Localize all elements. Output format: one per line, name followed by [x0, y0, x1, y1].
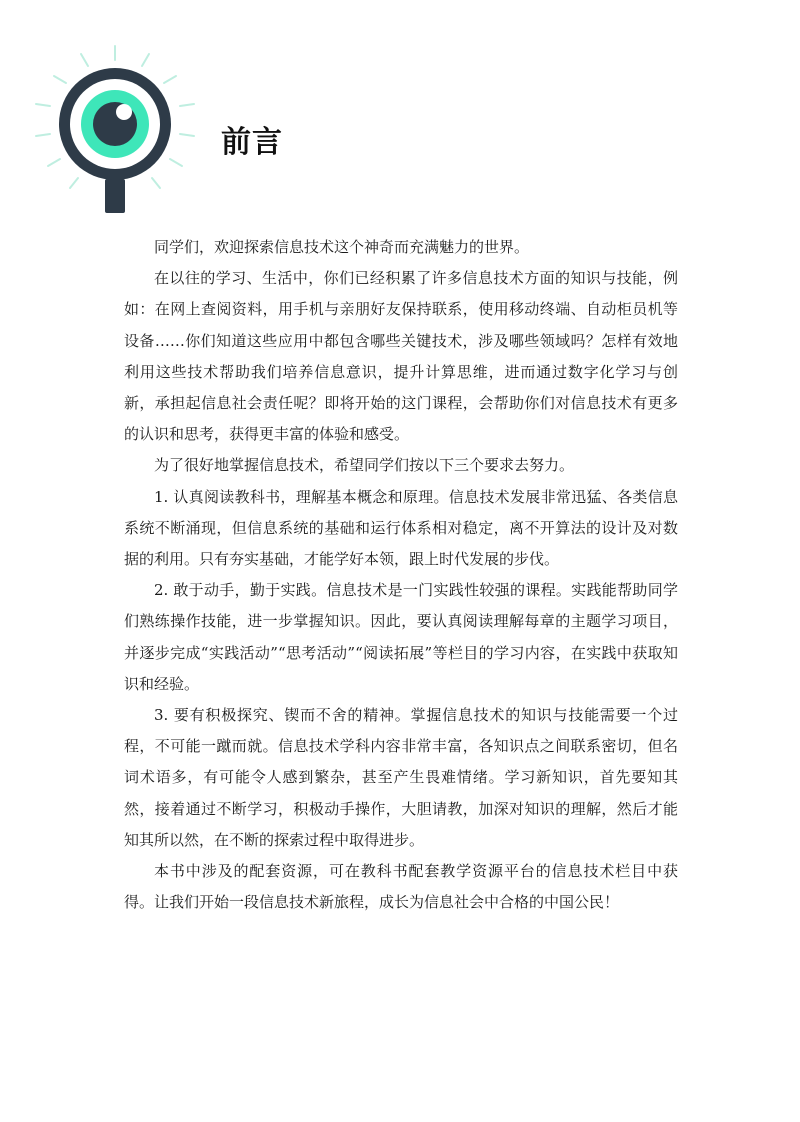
- paragraph-requirement-1: 1. 认真阅读教科书，理解基本概念和原理。信息技术发展非常迅猛、各类信息系统不断涌现，但信息系统的基础和运行体系相对稳定，离不开算法的设计及对数据的利用。只有夯实基础，才能学好本领，跟上时代发展的步伐。: [124, 487, 678, 569]
- magnifier-eye-icon: [30, 42, 200, 220]
- paragraph-intro: 在以往的学习、生活中，你们已经积累了许多信息技术方面的知识与技能，例如：在网上查阅资料，用手机与亲朋好友保持联系，使用移动终端、自动柜员机等设备……你们知道这些应用中都包含哪些关键技术，涉及哪些领域吗？怎样有效地利用这些技术帮助我们培养信息意识，提升计算思维，进而通过数字化学习与创新，承担起信息社会责任呢？即将开始的这门课程，会帮助你们对信息技术有更多的认识和思考，获得更丰富的体验和感受。: [124, 269, 678, 444]
- paragraph-requirements: 为了很好地掌握信息技术，希望同学们按以下三个要求去努力。: [154, 456, 575, 475]
- paragraph-greeting: 同学们，欢迎探索信息技术这个神奇而充满魅力的世界。: [154, 238, 530, 256]
- preface-body: [124, 232, 678, 918]
- paragraph-requirement-3: 3. 要有积极探究、锲而不舍的精神。掌握信息技术的知识与技能需要一个过程，不可能一蹴而就。信息技术学科内容非常丰富，各知识点之间联系密切，但名词术语多，有可能令人感到繁杂，甚至产生畏难情绪。学习新知识，首先要知其然，接着通过不断学习，积极动手操作，大胆请教，加深对知识的理解，然后才能知其所以然，在不断的探索过程中取得进步。: [124, 706, 678, 849]
- page-title: 前言: [221, 125, 283, 160]
- paragraph-requirement-2: 2. 敢于动手，勤于实践。信息技术是一门实践性较强的课程。实践能帮助同学们熟练操作技能，进一步掌握知识。因此，要认真阅读理解每章的主题学习项目，并逐步完成“实践活动”“思考活动”“阅读拓展”等栏目的学习内容，在实践中获取知识和经验。: [124, 581, 678, 693]
- paragraph-closing: 本书中涉及的配套资源，可在教科书配套教学资源平台的信息技术栏目中获得。让我们开始一段信息技术新旅程，成长为信息社会中合格的中国公民！: [124, 862, 678, 912]
- handle: [105, 179, 125, 213]
- eye-highlight: [116, 104, 132, 120]
